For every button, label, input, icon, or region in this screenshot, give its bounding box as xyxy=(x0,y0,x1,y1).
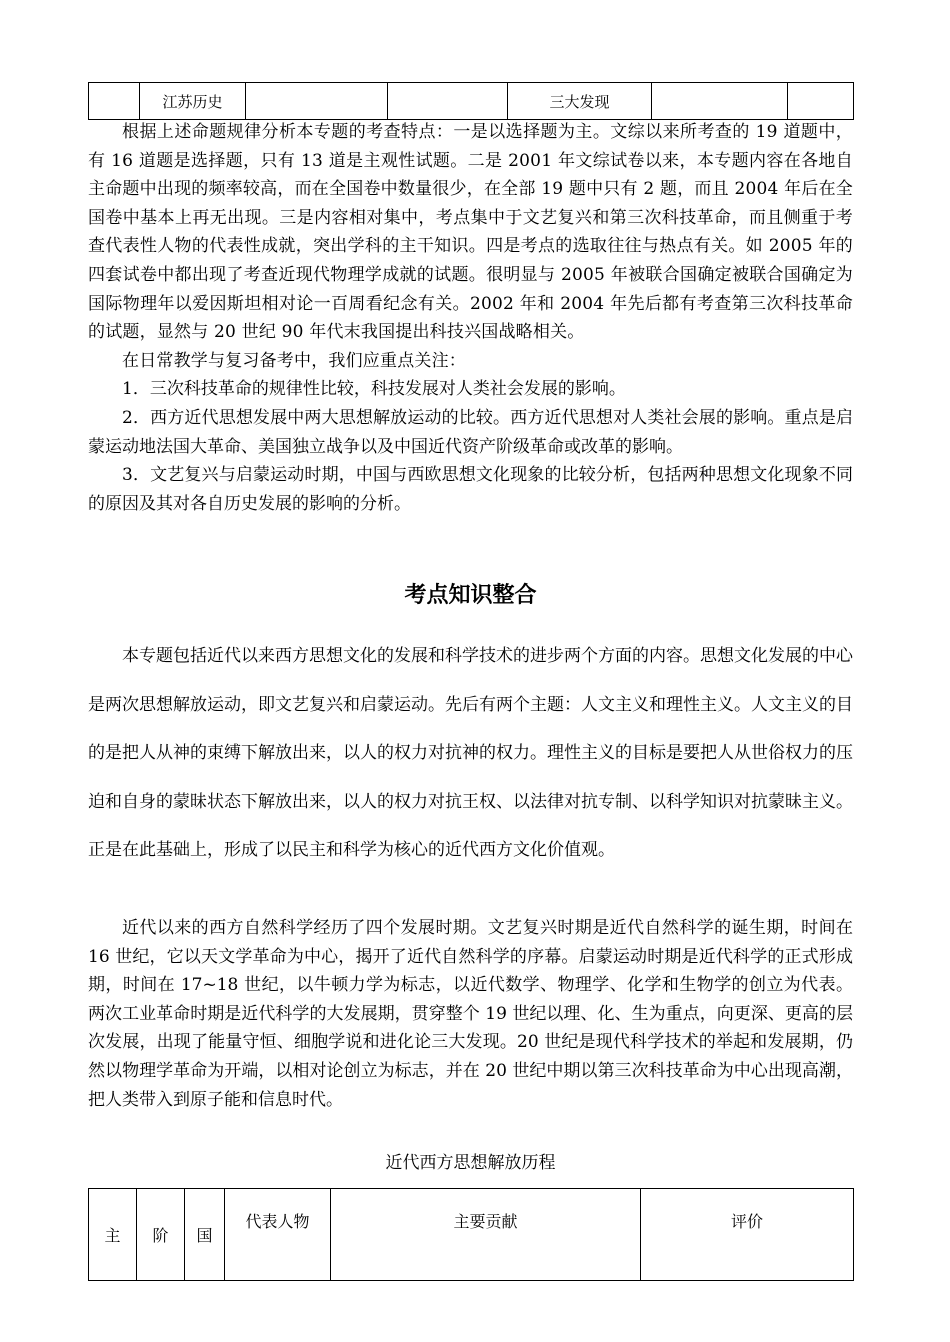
table-cell: 三大发现 xyxy=(508,83,652,120)
header-cell: 国 xyxy=(185,1189,225,1281)
table-cell xyxy=(89,83,140,120)
focus-item-3: 3．文艺复兴与启蒙运动时期，中国与西欧思想文化现象的比较分析，包括两种思想文化现象不同的原因及其对各自历史发展的影响的分析。 xyxy=(88,465,853,514)
table-cell: 江苏历史 xyxy=(140,83,246,120)
header-cell: 代表人物 xyxy=(225,1189,331,1281)
analysis-paragraph: 根据上述命题规律分析本专题的考查特点：一是以选择题为主。文综以来所考查的 19 道题中，有 16 道题是选择题，只有 13 道是主观性试题。二是 2001 年文综试卷以来，本专题内容在各地自主命题中出现的频率较高，而在全国卷中数量很少，在全部 19 题中只有 2 题，而且 2004 年后在全国卷中基本上再无出现。三是内容相对集中，考点集中于文艺复兴和第三次科技革命，而且侧重于考查代表性人物的代表性成就，突出学科的主干知识。四是考点的选取往往与热点有关。如 2005 年的四套试卷中都出现了考查近现代物理学成就的试题。很明显与 2005 年被联合国确定被联合国确定为国际物理年以爱因斯坦相对论一百周看纪念有关。2002 年和 2004 年先后都有考查第三次科技革命的试题，显然与 20 世纪 90 年代末我国提出科技兴国战略相关。 xyxy=(88,122,853,343)
header-cell: 主要贡献 xyxy=(331,1189,641,1281)
table-caption: 近代西方思想解放历程 xyxy=(385,1153,556,1173)
science-paragraph: 近代以来的西方自然科学经历了四个发展时期。文艺复兴时期是近代自然科学的诞生期，时间在 16 世纪，它以天文学革命为中心，揭开了近代自然科学的序幕。启蒙运动时期是近代科学的正式形成期，时间在 17~18 世纪，以牛顿力学为标志，以近代数学、物理学、化学和生物学的创立为代表。两次工业革命时期是近代科学的大发展期，贯穿整个 19 世纪以理、化、生为重点，向更深、更高的层次发展，出现了能量守恒、细胞学说和进化论三大发现。20 世纪是现代科学技术的举起和发展期，仍然以物理学革命为开端，以相对论创立为标志，并在 20 世纪中期以第三次科技革命为中心出现高潮，把人类带入到原子能和信息时代。 xyxy=(88,918,853,1110)
top-table xyxy=(88,82,854,120)
document-page xyxy=(88,82,853,1245)
focus-intro: 在日常教学与复习备考中，我们应重点关注： xyxy=(122,350,466,371)
liberation-table xyxy=(88,1188,854,1281)
header-cell: 评价 xyxy=(641,1189,854,1281)
header-cell: 阶 xyxy=(137,1189,185,1281)
table-cell xyxy=(388,83,508,120)
table-cell xyxy=(788,83,854,120)
table-header-row xyxy=(89,1189,854,1281)
thought-paragraph: 本专题包括近代以来西方思想文化的发展和科学技术的进步两个方面的内容。思想文化发展的中心是两次思想解放运动，即文艺复兴和启蒙运动。先后有两个主题：人文主义和理性主义。人文主义的目的是把人从神的束缚下解放出来，以人的权力对抗神的权力。理性主义的目标是要把人从世俗权力的压迫和自身的蒙昧状态下解放出来，以人的权力对抗王权、以法律对抗专制、以科学知识对抗蒙昧主义。正是在此基础上，形成了以民主和科学为核心的近代西方文化价值观。 xyxy=(88,646,853,860)
table-cell xyxy=(246,83,388,120)
header-cell: 主 xyxy=(89,1189,137,1281)
section-title: 考点知识整合 xyxy=(404,583,537,608)
analysis-section xyxy=(88,118,853,518)
table-cell xyxy=(652,83,788,120)
focus-item-1: 1．三次科技革命的规律性比较，科技发展对人类社会发展的影响。 xyxy=(122,379,626,400)
table-row xyxy=(89,83,854,120)
focus-item-2: 2．西方近代思想发展中两大思想解放运动的比较。西方近代思想对人类社会展的影响。重点是启蒙运动地法国大革命、美国独立战争以及中国近代资产阶级革命或改革的影响。 xyxy=(88,407,853,457)
